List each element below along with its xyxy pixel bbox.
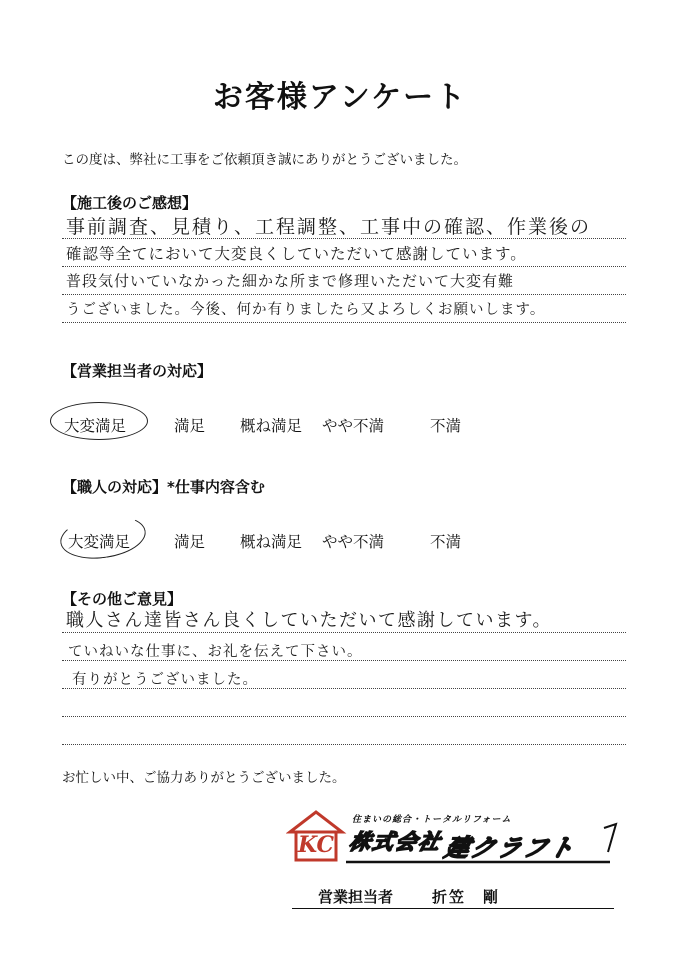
company-name-prefix: 株式会社 [346, 830, 445, 854]
handwritten-comment-line: 有りがとうございました。 [72, 672, 258, 688]
other-comments-heading: 【その他ご意見】 [62, 590, 183, 608]
representative-name: 折笠 剛 [432, 888, 501, 906]
craftsman-response-heading: 【職人の対応】*仕事内容含む [62, 478, 265, 496]
logo-letters: KC [298, 832, 335, 858]
handwritten-comment-line: 職人さん達皆さん良くしていただいて感謝しています。 [66, 610, 553, 631]
rating-option[interactable]: 大変満足 [68, 533, 131, 551]
handwritten-comment-line: ていねいな仕事に、お礼を伝えて下さい。 [68, 644, 363, 660]
handwritten-impression-line: 事前調査、見積り、工程調整、工事中の確認、作業後の [66, 216, 592, 238]
rating-option[interactable]: 不満 [430, 417, 462, 435]
company-name-main: 建クラフト [441, 834, 579, 862]
representative-label: 営業担当者 [318, 888, 394, 906]
rating-option[interactable]: 大変満足 [64, 417, 127, 435]
company-tagline: 住まいの総合・トータルリフォーム [352, 815, 512, 825]
rating-option[interactable]: 満足 [174, 417, 206, 435]
answer-line [62, 632, 626, 633]
answer-line [62, 266, 626, 267]
sales-response-heading: 【営業担当者の対応】 [62, 362, 213, 380]
closing-text: お忙しい中、ご協力ありがとうございました。 [62, 770, 346, 786]
impressions-heading: 【施工後のご感想】 [62, 194, 198, 212]
rating-option[interactable]: 概ね満足 [240, 417, 303, 435]
rating-option[interactable]: 満足 [174, 533, 206, 551]
answer-line [62, 744, 626, 745]
intro-text: この度は、弊社に工事をご依頼頂き誠にありがとうございました。 [62, 152, 467, 168]
rating-option[interactable]: やや不満 [322, 533, 385, 551]
handwritten-impression-line: うございました。今後、何か有りましたら又よろしくお願いします。 [66, 302, 546, 318]
signature-underline [292, 908, 614, 909]
rating-option[interactable]: 概ね満足 [240, 533, 303, 551]
answer-line [62, 294, 626, 295]
selected-circle-mark [50, 402, 148, 440]
answer-line [62, 716, 626, 717]
rating-option[interactable]: やや不満 [322, 417, 385, 435]
handwritten-impression-line: 普段気付いていなかった細かな所まで修理いただいて大変有難 [66, 272, 515, 290]
selected-circle-mark [57, 510, 148, 564]
rating-option[interactable]: 不満 [430, 533, 462, 551]
handwritten-impression-line: 確認等全てにおいて大変良くしていただいて感謝しています。 [66, 245, 527, 263]
answer-line [62, 322, 626, 323]
page-title: お客様アンケート [212, 80, 468, 115]
